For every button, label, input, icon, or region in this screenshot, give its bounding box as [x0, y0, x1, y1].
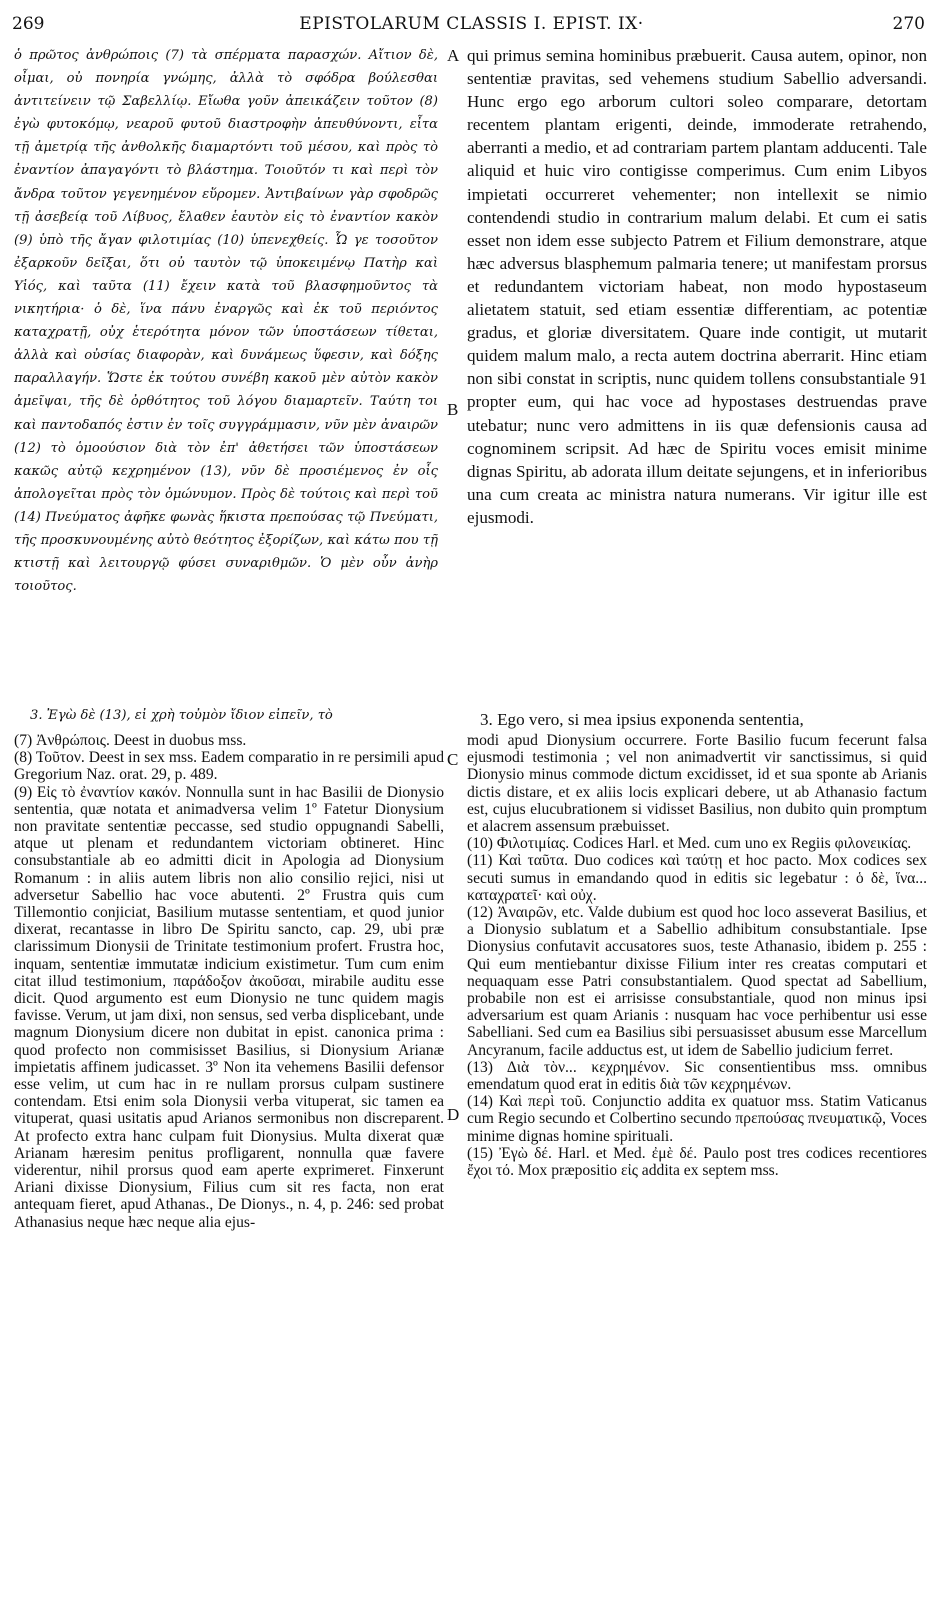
footnote: (10) Φιλοτιμίας. Codices Harl. et Med. cum uno ex Regiis φιλονεικίας.: [467, 835, 912, 853]
footnote: modi apud Dionysium occurrere. Forte Basilio fucum fecerunt falsa ejusmodi testimonia ; vel non animadvertit vir sanctissimus, si quid Dionysio minus commode dictum excidisset, id et sua sponte ab Arianis dictis distare, et ex aliis locis explicari debere, ut ab Athanasio factum est, cujus elucubrationem si vidisset Basilius, non dubito quin promptum et alacrem assensum præbuisset.: [467, 732, 927, 836]
page-number-left: 269: [12, 14, 45, 34]
greek-text-column: ὁ πρῶτος ἀνθρώποις (7) τὰ σπέρματα παρασχών. Αἴτιον δὲ, οἶμαι, οὐ πονηρία γνώμης, ἀλλὰ τὸ σφόδρα βούλεσθαι ἀντιτείνειν τῷ Σαβελλίῳ. Εἴωθα γοῦν ἀπεικάζειν τοῦτον (8) ἐγὼ φυτοκόμῳ, νεαροῦ φυτοῦ διαστροφὴν ἀπευθύνοντι, εἶτα τῇ ἀμετρίᾳ τῆς ἀνθολκῆς διαμαρτόντι τοῦ μέσου, καὶ πρὸς τὸ ἐναντίον ἀπαγαγόντι τὸ βλάστημα. Τοιοῦτόν τι καὶ περὶ τὸν ἄνδρα τοῦτον γεγενημένον εὕρομεν. Ἀντιβαίνων γὰρ σφοδρῶς τῇ ἀσεβείᾳ τοῦ Λίβυος, ἔλαθεν ἑαυτὸν εἰς τὸ ἐναντίον κακὸν (9) ὑπὸ τῆς ἄγαν φιλοτιμίας (10) ὑπενεχθείς. Ὧ γε τοσοῦτον ἐξαρκοῦν δεῖξαι, ὅτι οὐ ταυτὸν τῷ ὑποκειμένῳ Πατὴρ καὶ Υἱός, καὶ ταῦτα (11) ἔχειν κατὰ τοῦ βλασφημοῦντος τὰ νικητήρια· ὁ δὲ, ἵνα πάνυ ἐναργῶς καὶ ἐκ τοῦ περιόντος καταχρατῇ, οὐχ ἑτερότητα μόνον τῶν ὑποστάσεων τίθεται, ἀλλὰ καὶ οὐσίας διαφορὰν, καὶ δυνάμεως ὕφεσιν, καὶ δόξης παραλλαγήν. Ὥστε ἐκ τούτου συνέβη κακοῦ μὲν αὐτὸν κακὸν ἀμεῖψαι, τῆς δὲ ὀρθότητος τοῦ λόγου διαμαρτεῖν. Ταύτη τοι καὶ παντοδαπός ἐστιν ἐν τοῖς συγγράμμασιν, νῦν μὲν ἀναιρῶν (12) τὸ ὁμοούσιον διὰ τὸν ἐπ' ἀθετήσει τῶν ὑποστάσεων κακῶς αὐτῷ κεχρημένον (13), νῦν δὲ προσιέμενος ἐν οἷς ἀπολογεῖται πρὸς τὸν ὁμώνυμον. Πρὸς δὲ τούτοις καὶ περὶ τοῦ (14) Πνεύματος ἀφῆκε φωνὰς ἥκιστα πρεπούσας τῷ Πνεύματι, τῆς προσκυνουμένης αὐτὸ θεότητος ἐξορίζων, καὶ κάτω που τῇ κτιστῇ καὶ λειτουργῷ φύσει συναριθμῶν. Ὁ μὲν οὖν ἀνὴρ τοιοῦτος.: [14, 48, 438, 595]
footnote: (11) Καὶ ταῦτα. Duo codices καὶ ταύτῃ et hoc pacto. Mox codices sex secuti sumus in emandando quod in editis sic legebatur : ὁ δὲ, ἵνα... καταχρατεῖ· καὶ οὐχ.: [467, 852, 927, 904]
footnote: (7) Ἀνθρώποις. Deest in duobus mss.: [14, 732, 247, 749]
footnote: (12) Ἀναιρῶν, etc. Valde dubium est quod hoc loco asseverat Basilius, et a Dionysio sublatum et a Sabellio adhibitum consubstantiale. Ipse Dionysius confutavit accusatores suos, teste Athanasio, ibidem p. 255 : Qui eum mentiebantur dixisse Filium inter res creatas computari et nequaquam esse Patri consubstantialem. Quod spectat ad Sabellium, probabile non est ei arrisisse consubstantiale, quod non minus ipsi adversarium est quam Arianis : nusquam hac voce perhibentur usi esse Sabelliani. Sed cum ea Basilius sibi persuasisset abusum esse Marcellum Ancyranum, facile adductus est, ut idem de Sabellio judicium ferret.: [467, 904, 927, 1059]
latin-text-column: qui primus semina hominibus præbuerit. Causa autem, opinor, non sententiæ pravitas, sed vehemens studium Sabellio adversandi. Hunc ergo ego arborum cultori soleo comparare, detortam recentem plantam erigenti, deinde, immoderate retrahendo, aberranti a medio, et ad contrariam partem plantam adducenti. Tale aliquid et huic viro contigisse comperimus. Cum enim Libyos impietati occurreret vehementer; non intellexit se nimio contendendi studio in contrarium malum delabi. Et cum ei satis esset non idem esse subjecto Patrem et Filium demonstrare, atque hæc adversus blasphemum palmaria tenere; ut manifestam prorsus et redundantem victoriam habeat, non modo hypostaseum alietatem statuit, sed etiam essentiæ differentiam, ac potentiæ gradus, et gloriæ diversitatem. Quare inde contigit, ut mutarit quidem malum malo, a recta autem doctrina aberrarit. Hinc etiam non sibi constat in scriptis, nunc quidem tollens consubstantiale 91 propter eum, qui hac voce ad hypostases destruendas prave utebatur; nunc vero admittens in iis quæ defensionis causa ad cognominem scripsit. Ad hæc de Spiritu voces emisit minime dignas Spiritu, ab adorata illum deitate sejungens, et in inferioribus una cum creata ac ministra natura numerans. Vir igitur ille est ejusmodi.: [467, 46, 927, 527]
greek-paragraph-3-start: 3. Ἐγὼ δὲ (13), εἰ χρὴ τοὐμὸν ἴδιον εἰπεῖν, τὸ: [30, 708, 333, 723]
footnote: (15) Ἐγὼ δέ. Harl. et Med. ἐμὲ δέ. Paulo post tres codices recentiores ἔχοι τό. Mox præpositio εἰς addita ex septem mss.: [467, 1144, 927, 1180]
footnote: (9) Εἰς τὸ ἐναντίον κακόν. Nonnulla sunt in hac Basilii de Dionysio sententia, quæ notata et animadversa velim 1º Fatetur Dionysium non pravitate sententiæ peccasse, sed studio oppugnandi Sabelli, atque ut plenam et redundantem victoriam obtineret. Hinc consubstantiale ab eo admitti dicit in Apologia ad Dionysium Romanum : in aliis autem libris non alio consilio rejici, nisi ut adversetur Sabellio hac voce abutenti. 2º Frustra quis cum Tillemontio conjiciat, Basilium mutasse sententiam, et quod junior dixerat, recantasse in libro De Spiritu sancto, cap. 29, ubi præ clarissimum Dionysii de Trinitate testimonium profert. Frustra hoc, inquam, sententiæ immutatæ indicium existimetur. Tum cum enim citat illud testimonium, παράδοξον ἀκοῦσαι, mirabile auditu esse dicit. Quod argumento est eum Dionysio ne tunc quidem magis favisse. Verum, ut jam dixi, non sensus, sed verba displicebant, unde magnum Dionysium dicere non dubitat in epist. canonica prima : quod profecto non commisisset Basilius, si Dionysium Arianæ impietatis affinem judicasset. 3º Non ita vehemens Basilii defensor esse velim, ut cum hac in re nullam prorsus culpam sustinere contendam. Etsi enim sola Dionysii verba vituperat, sic tamen ea vituperat, quasi usitatis apud Arianos sermonibus non discreparent. At profecto extra hanc culpam fuit Dionysius. Multa dixerat quæ Arianam hæresim penitus profligarent, nonnulla quæ favere viderentur, nihil prorsus quod eam aperte exprimeret. Finxerunt Ariani dixisse Dionysium, Filius cum sit res facta, non erat antequam fieret, apud Athanas., De Dionys., n. 4, p. 246: sed probat Athanasius neque hæc neque alia ejus-: [14, 783, 444, 1231]
margin-letter-a: A: [447, 46, 460, 65]
footnote: (8) Τοῦτον. Deest in sex mss. Eadem comparatio in re persimili apud Gregorium Naz. orat. 29, p. 489.: [14, 749, 444, 784]
latin-paragraph-3-start: 3. Ego vero, si mea ipsius exponenda sententia,: [480, 710, 804, 729]
margin-letter-d: D: [447, 1105, 460, 1124]
footnote: (14) Καὶ περὶ τοῦ. Conjunctio addita ex quatuor mss. Statim Vaticanus cum Regio secundo et Colbertino secundo πρεπούσας πνευματικῷ, Voces minime dignas homine spirituali.: [467, 1093, 927, 1145]
footnotes-right-column: [467, 732, 927, 1179]
margin-letter-b: B: [447, 400, 459, 419]
footnote: (13) Διὰ τὸν... κεχρημένον. Sic consentientibus mss. omnibus emendatum quod erat in editis διὰ τῶν κεχρημένων.: [467, 1058, 927, 1094]
footnotes-left-column: [14, 732, 444, 1231]
page-number-right: 270: [892, 14, 925, 34]
running-title: EPISTOLARUM CLASSIS I. EPIST. IX·: [299, 14, 644, 34]
margin-letter-c: C: [447, 750, 459, 769]
